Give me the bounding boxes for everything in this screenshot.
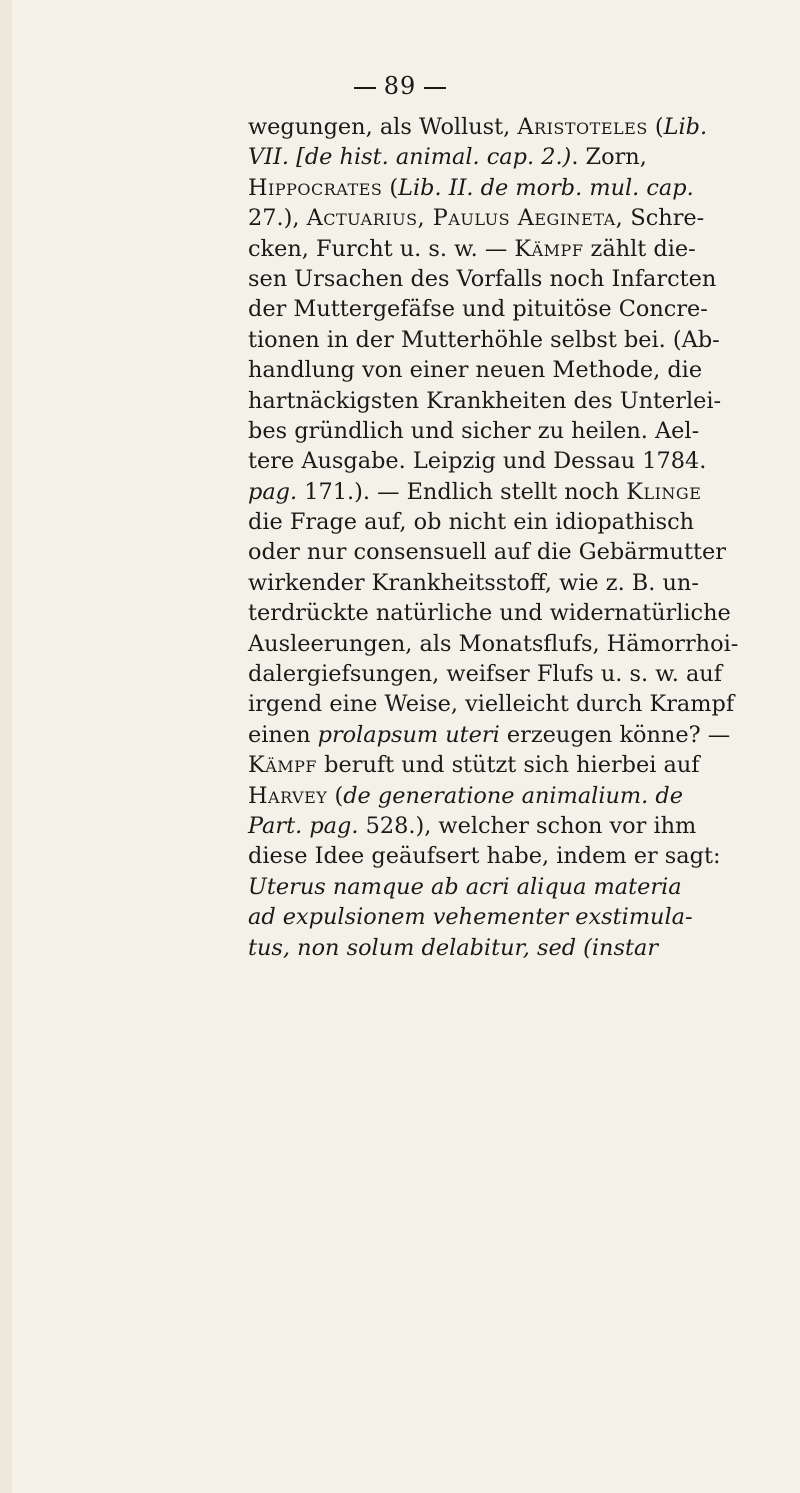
text-line xyxy=(248,355,778,385)
text-line xyxy=(248,142,778,172)
author-name: Harvey xyxy=(248,782,328,809)
text-line xyxy=(248,234,778,264)
text-segment: sen Ursachen des Vorfalls noch Infarcten xyxy=(248,265,717,292)
author-name: Kämpf xyxy=(248,752,318,779)
italic-text: de generatione animalium. de xyxy=(343,782,683,809)
author-name: Kämpf xyxy=(514,235,584,262)
text-segment: der Muttergefäfse und pituitöse Concre- xyxy=(248,296,708,323)
text-segment: Ausleerungen, als Monatsflufs, Hämorrhoi- xyxy=(248,630,739,657)
text-line xyxy=(248,811,778,841)
text-line xyxy=(248,112,778,142)
text-line xyxy=(248,446,778,476)
text-line xyxy=(248,750,778,780)
text-segment: oder nur consensuell auf die Gebärmutter xyxy=(248,539,726,566)
text-segment: 171.). — Endlich stellt noch xyxy=(297,478,627,505)
text-segment: Schre- xyxy=(623,205,705,232)
text-line xyxy=(248,507,778,537)
italic-text: Part. pag. xyxy=(248,812,359,839)
text-segment: 27.), xyxy=(248,205,307,232)
text-line xyxy=(248,629,778,659)
author-name: Actuarius, Paulus Aegineta, xyxy=(306,205,624,232)
text-line xyxy=(248,386,778,416)
text-segment: diese Idee geäufsert habe, indem er sagt: xyxy=(248,843,721,870)
text-segment: tionen in der Mutterhöhle selbst bei. (Ab- xyxy=(248,326,720,353)
author-name: Hippocrates xyxy=(248,174,383,201)
author-name: Klinge xyxy=(626,478,702,505)
text-line xyxy=(248,173,778,203)
text-line xyxy=(248,325,778,355)
text-segment: terdrückte natürliche und widernatürliche xyxy=(248,600,731,627)
text-line xyxy=(248,902,778,932)
text-segment: ( xyxy=(382,174,399,201)
header-dash-left xyxy=(354,87,376,89)
italic-text: ad expulsionem vehementer exstimula- xyxy=(248,904,693,931)
text-segment: einen xyxy=(248,721,318,748)
header-dash-right xyxy=(424,87,446,89)
text-segment: wirkender Krankheitsstoff, wie z. B. un- xyxy=(248,569,699,596)
body-text xyxy=(248,112,778,963)
italic-text: pag. xyxy=(248,478,298,505)
page-edge xyxy=(0,0,12,1493)
text-segment: tere Ausgabe. Leipzig und Dessau 1784. xyxy=(248,448,707,475)
text-segment: . Zorn, xyxy=(571,144,647,171)
text-segment: wegungen, als Wollust, xyxy=(248,114,518,140)
text-line xyxy=(248,537,778,567)
text-segment: bes gründlich und sicher zu heilen. Ael- xyxy=(248,417,700,444)
text-segment: hartnäckigsten Krankheiten des Unterlei- xyxy=(248,387,722,414)
author-name: Aristoteles xyxy=(517,114,648,140)
text-line xyxy=(248,598,778,628)
text-segment: erzeugen könne? — xyxy=(499,721,731,748)
text-segment: cken, Furcht u. s. w. — xyxy=(248,235,515,262)
text-line xyxy=(248,477,778,507)
text-line xyxy=(248,568,778,598)
text-line xyxy=(248,689,778,719)
italic-text: tus, non solum delabitur, sed (instar xyxy=(248,934,659,961)
text-line xyxy=(248,203,778,233)
text-segment: ( xyxy=(647,114,664,140)
page-header xyxy=(0,72,800,100)
italic-text: Lib. II. de morb. mul. cap. xyxy=(398,174,694,201)
italic-text: VII. [de hist. animal. cap. 2.) xyxy=(248,144,572,171)
text-segment: handlung von einer neuen Methode, die xyxy=(248,357,703,384)
text-segment: dalergiefsungen, weifser Flufs u. s. w. auf xyxy=(248,661,723,688)
italic-text: Lib. xyxy=(663,114,708,140)
text-line xyxy=(248,841,778,871)
italic-text: prolapsum uteri xyxy=(317,721,500,748)
text-line xyxy=(248,872,778,902)
text-segment: beruft und stützt sich hierbei auf xyxy=(317,752,700,779)
page-number: 89 xyxy=(383,72,417,100)
text-segment: die Frage auf, ob nicht ein idiopathisch xyxy=(248,509,695,536)
text-line xyxy=(248,933,778,963)
italic-text: Uterus namque ab acri aliqua materia xyxy=(248,873,682,900)
text-line xyxy=(248,659,778,689)
text-segment: 528.), welcher schon vor ihm xyxy=(358,812,697,839)
text-segment: irgend eine Weise, vielleicht durch Krampf xyxy=(248,691,735,718)
text-line xyxy=(248,264,778,294)
text-segment: zählt die- xyxy=(583,235,696,262)
text-line xyxy=(248,781,778,811)
text-line xyxy=(248,720,778,750)
text-segment: ( xyxy=(327,782,344,809)
text-line xyxy=(248,294,778,324)
text-line xyxy=(248,416,778,446)
